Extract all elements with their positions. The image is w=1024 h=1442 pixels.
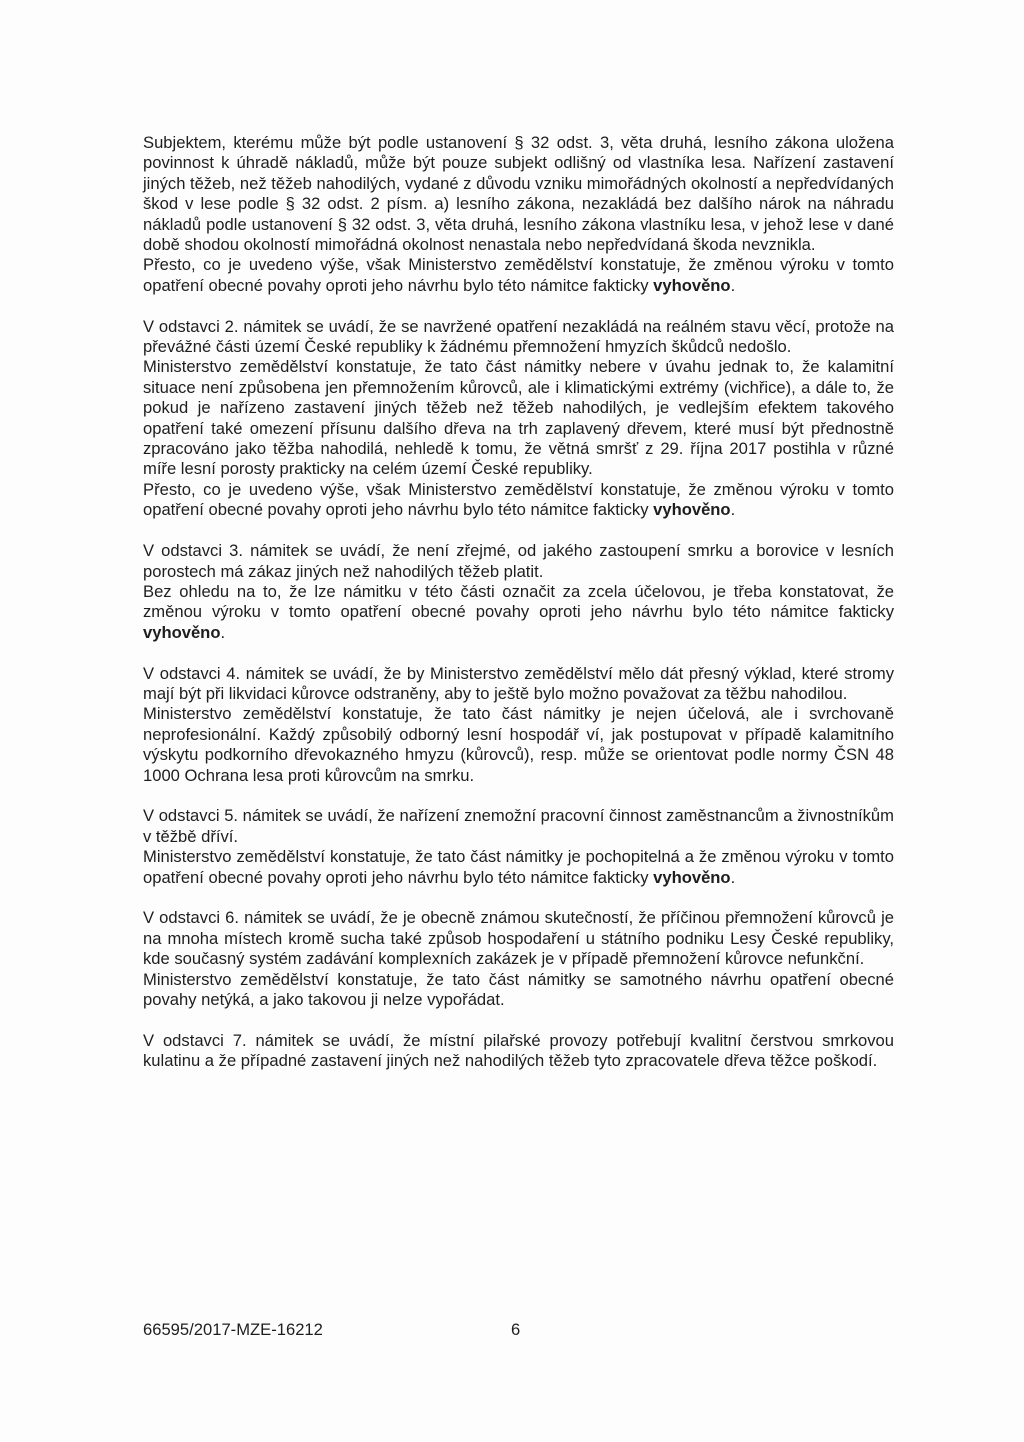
document-reference: 66595/2017-MZE-16212 [143, 1320, 323, 1339]
paragraph-text: V odstavci 4. námitek se uvádí, že by Ministerstvo zemědělství mělo dát přesný výklad, které stromy mají být při likvidaci kůrovce odstraněny, aby to ještě bylo možno považovat za těžbu nahodilou. [143, 663, 894, 703]
paragraph [143, 847, 894, 888]
paragraph-emphasis: vyhověno [653, 500, 731, 520]
paragraph [143, 704, 894, 786]
paragraph-text: Bez ohledu na to, že lze námitku v této části označit za zcela účelovou, je třeba konstatovat, že změnou výroku v tomto opatření obecné povahy oproti jeho návrhu bylo této námitce fakticky [143, 581, 894, 622]
paragraph [143, 970, 894, 1011]
paragraph-text: Ministerstvo zemědělství konstatuje, že tato část námitky nebere v úvahu jednak to, že kalamitní situace není způsobena jen přemnožením kůrovců, ale i klimatickými extrémy (vichřice), a dále to, že pokud je nařízeno zastavení jiných těžeb než těžeb nahodilých, je vedlejším efektem takového opatření také omezení přísunu dalšího dřeva na trh zaplavený dřevem, které musí být přednostně zpracováno jako těžba nahodilá, nehledě k tomu, že větná smršť z 29. října 2017 postihla v různé míře lesní porosty prakticky na celém území České republiky. [143, 357, 894, 479]
document-body [143, 133, 894, 1072]
paragraph-text: Přesto, co je uvedeno výše, však Ministerstvo zemědělství konstatuje, že změnou výroku v tomto opatření obecné povahy oproti jeho návrhu bylo této námitce fakticky [143, 255, 894, 295]
paragraph-emphasis: vyhověno [653, 867, 731, 887]
paragraph-text: Ministerstvo zemědělství konstatuje, že tato část námitky se samotného návrhu opatření obecné povahy netýká, a jako takovou ji nelze vypořádat. [143, 969, 894, 1009]
page-number: 6 [511, 1320, 521, 1339]
paragraph-text: Ministerstvo zemědělství konstatuje, že tato část námitky je nejen účelová, ale i svrchovaně neprofesionální. Každý způsobilý odborný lesní hospodář ví, jak postupovat v případě kalamitního výskytu podkorního dřevokazného hmyzu (kůrovců), resp. může se orientovat podle normy ČSN 48 1000 Ochrana lesa proti kůrovcům na smrku. [143, 704, 894, 785]
paragraph-text: V odstavci 6. námitek se uvádí, že je obecně známou skutečností, že příčinou přemnožení kůrovců je na mnoha místech kromě sucha také způsob hospodaření u státního podniku Lesy České republiky, kde současný systém zadávání komplexních zakázek je v případě přemnožení kůrovce nefunkční. [143, 908, 894, 969]
paragraph [143, 255, 894, 296]
paragraph [143, 582, 894, 643]
paragraph-text: Subjektem, kterému může být podle ustanovení § 32 odst. 3, věta druhá, lesního zákona uložena povinnost k úhradě nákladů, může být pouze subjekt odlišný od vlastníka lesa. Nařízení zastavení jiných těžeb, než těžeb nahodilých, vydané z důvodu vzniku mimořádných okolností a nepředvídaných škod v lese podle § 32 odst. 2 písm. a) lesního zákona, nezakládá bez dalšího nárok na náhradu nákladů podle ustanovení § 32 odst. 3, věta druhá, lesního zákona vlastníku lesa, v jehož lese v dané době shodou okolností mimořádná okolnost nenastala nebo nepředvídaná škoda nevznikla. [143, 133, 894, 255]
paragraph-text: V odstavci 3. námitek se uvádí, že není zřejmé, od jakého zastoupení smrku a borovice v lesních porostech má zákaz jiných než nahodilých těžeb platit. [143, 541, 894, 581]
paragraph-emphasis: vyhověno [143, 622, 221, 642]
paragraph [143, 480, 894, 521]
paragraph [143, 664, 894, 705]
paragraph [143, 806, 894, 847]
paragraph-tail: . [730, 500, 736, 520]
paragraph-text: Ministerstvo zemědělství konstatuje, že tato část námitky je pochopitelná a že změnou výroku v tomto opatření obecné povahy oproti jeho návrhu bylo této námitce fakticky [143, 847, 894, 887]
paragraph-emphasis: vyhověno [653, 275, 731, 295]
paragraph [143, 133, 894, 255]
paragraph [143, 908, 894, 969]
paragraph-text: V odstavci 7. námitek se uvádí, že místní pilařské provozy potřebují kvalitní čerstvou smrkovou kulatinu a že případné zastavení jiných než nahodilých těžeb tyto zpracovatele dřeva těžce poškodí. [143, 1030, 894, 1071]
paragraph [143, 357, 894, 479]
paragraph-text: V odstavci 2. námitek se uvádí, že se navržené opatření nezakládá na reálném stavu věcí, protože na převážné části území České republiky k žádnému přemnožení hmyzích škůdců nedošlo. [143, 316, 894, 357]
paragraph [143, 541, 894, 582]
paragraph [143, 1031, 894, 1072]
paragraph-text: V odstavci 5. námitek se uvádí, že nařízení znemožní pracovní činnost zaměstnancům a živnostníkům v těžbě dříví. [143, 806, 894, 846]
paragraph [143, 317, 894, 358]
paragraph-tail: . [220, 622, 226, 642]
paragraph-tail: . [730, 867, 736, 887]
paragraph-tail: . [730, 275, 736, 295]
paragraph-text: Přesto, co je uvedeno výše, však Ministerstvo zemědělství konstatuje, že změnou výroku v tomto opatření obecné povahy oproti jeho návrhu bylo této námitce fakticky [143, 479, 894, 520]
